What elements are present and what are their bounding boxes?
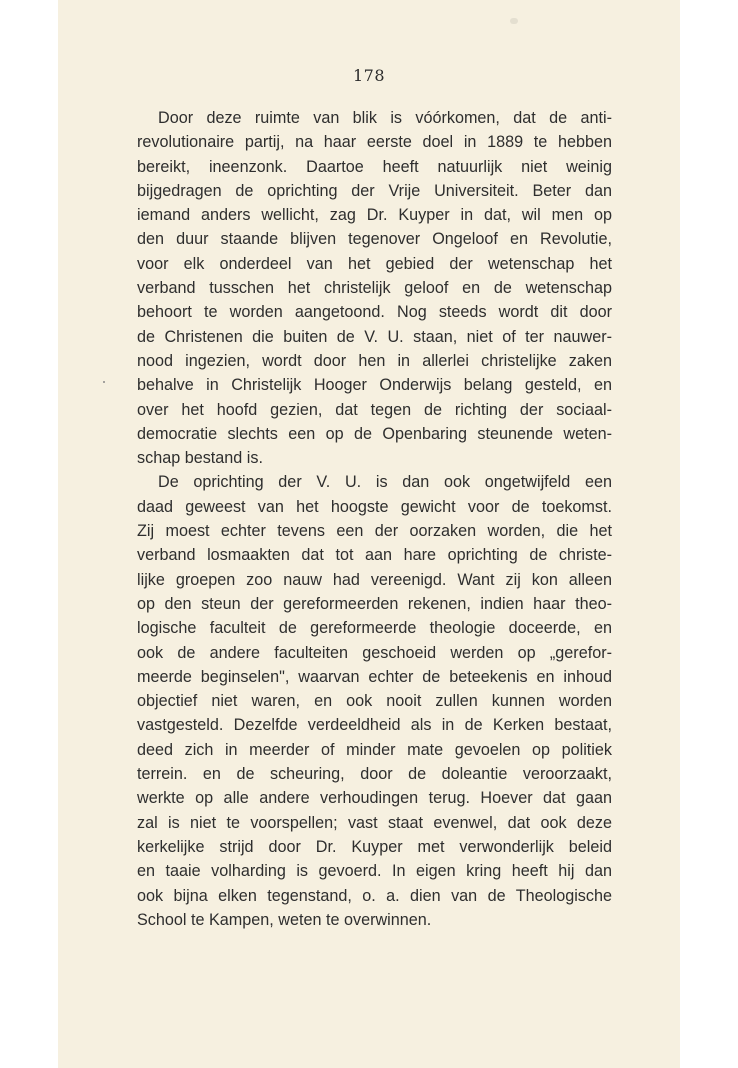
text-line: behalve in Christelijk Hooger Onderwijs belang gesteld, en	[137, 376, 612, 395]
text-line: werkte op alle andere verhoudingen terug. Hoever dat gaan	[137, 789, 612, 808]
text-line: verband tusschen het christelijk geloof en de wetenschap	[137, 279, 612, 298]
text-line: deed zich in meerder of minder mate gevoelen op politiek	[137, 740, 612, 759]
text-line: ook de andere faculteiten geschoeid werden op „gerefor-	[137, 643, 612, 662]
text-line: bijgedragen de oprichting der Vrije Universiteit. Beter dan	[137, 181, 612, 200]
text-line: lijke groepen zoo nauw had vereenigd. Want zij kon alleen	[137, 570, 612, 589]
text-line: op den steun der gereformeerden rekenen, indien haar theo-	[137, 594, 612, 613]
paragraph-1	[137, 106, 612, 470]
text-line: kerkelijke strijd door Dr. Kuyper met verwonderlijk beleid	[137, 837, 612, 856]
text-line: den duur staande blijven tegenover Ongeloof en Revolutie,	[137, 230, 612, 249]
text-line: logische faculteit de gereformeerde theologie doceerde, en	[137, 619, 612, 638]
page-number: 178	[352, 66, 386, 85]
text-line: De oprichting der V. U. is dan ook ongetwijfeld een	[158, 473, 612, 492]
page-speck	[103, 381, 105, 383]
text-line: Door deze ruimte van blik is vóórkomen, dat de anti-	[158, 109, 612, 127]
text-line: behoort te worden aangetoond. Nog steeds wordt dit door	[137, 303, 612, 322]
text-line: revolutionaire partij, na haar eerste doel in 1889 te hebben	[137, 133, 612, 152]
text-line: ook bijna elken tegenstand, o. a. dien van de Theologische	[137, 886, 612, 905]
paragraph-2	[137, 470, 612, 932]
book-page	[58, 0, 680, 1068]
text-line: over het hoofd gezien, dat tegen de richting der sociaal-	[137, 400, 612, 419]
text-line: daad geweest van het hoogste gewicht voor de toekomst.	[137, 497, 612, 516]
text-line: democratie slechts een op de Openbaring steunende weten-	[137, 424, 612, 443]
body-text	[137, 106, 612, 932]
text-line: objectief niet waren, en ook nooit zullen kunnen worden	[137, 692, 612, 711]
text-line: voor elk onderdeel van het gebied der wetenschap het	[137, 254, 612, 273]
text-line: nood ingezien, wordt door hen in allerlei christelijke zaken	[137, 351, 612, 370]
text-line: zal is niet te voorspellen; vast staat evenwel, dat ook deze	[137, 813, 612, 832]
page-blemish	[510, 18, 518, 24]
text-line: School te Kampen, weten te overwinnen.	[137, 910, 432, 929]
text-line: vastgesteld. Dezelfde verdeeldheid als in de Kerken bestaat,	[137, 716, 612, 735]
text-line: verband losmaakten dat tot aan hare oprichting de christe-	[137, 546, 612, 565]
text-line: de Christenen die buiten de V. U. staan, niet of ter nauwer-	[137, 327, 612, 346]
text-line: Zij moest echter tevens een der oorzaken worden, die het	[137, 522, 612, 541]
text-line: terrein. en de scheuring, door de doleantie veroorzaakt,	[137, 765, 612, 784]
text-line: meerde beginselen", waarvan echter de beteekenis en inhoud	[137, 667, 612, 686]
text-line: schap bestand is.	[137, 449, 263, 468]
text-line: iemand anders wellicht, zag Dr. Kuyper in dat, wil men op	[137, 206, 612, 225]
text-line: en taaie volharding is gevoerd. In eigen kring heeft hij dan	[137, 862, 612, 881]
text-line: bereikt, ineenzonk. Daartoe heeft natuurlijk niet weinig	[137, 157, 612, 176]
